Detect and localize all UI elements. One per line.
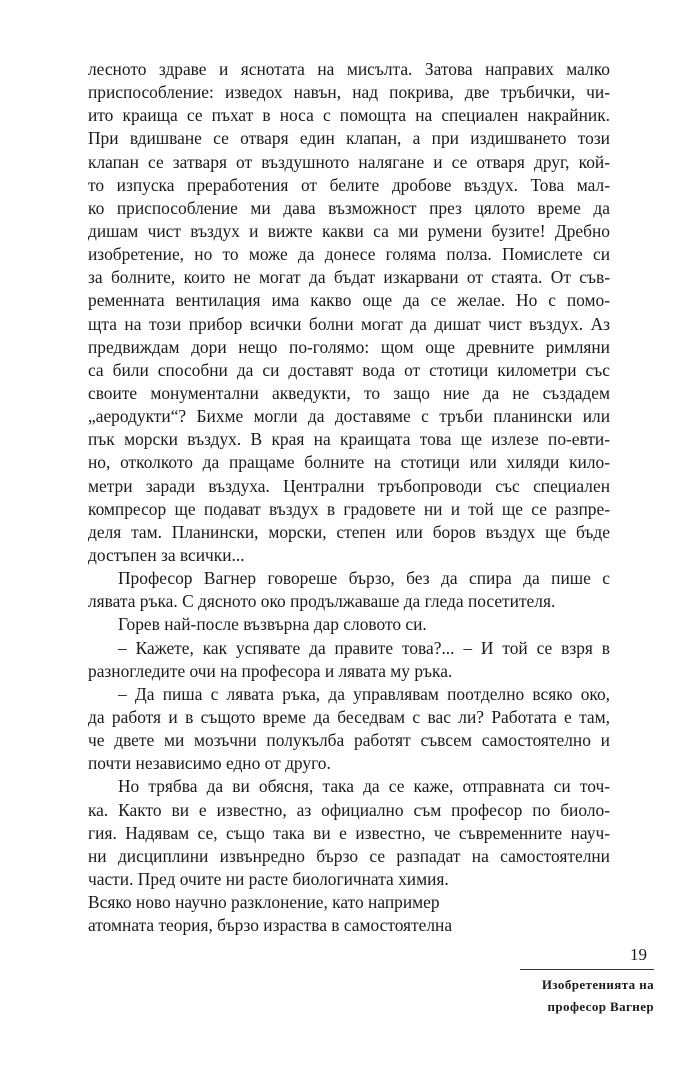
text-line: ни дисциплини извънредно бързо се разпадат на самостоятелни	[88, 845, 610, 866]
text-line: разногледите очи на професора и лявата му ръка.	[88, 660, 453, 681]
text-line: При вдишване се отваря един клапан, а при издишването този	[88, 128, 610, 149]
text-line: дишам чист въздух и вижте какви са ми румени бузите! Дребно	[88, 220, 610, 241]
text-line: щта на този прибор всички болни могат да дишат чист въздух. Аз	[88, 313, 610, 334]
text-line: лесното здраве и яснотата на мисълта. Затова направих малко	[88, 59, 610, 79]
running-header-line-1: Изобретенията на	[541, 977, 654, 992]
text-line: лявата ръка. С дясното око продължаваше да гледа посетителя.	[88, 591, 556, 612]
text-line: почти независимо едно от друго.	[88, 753, 331, 774]
text-line: достъпен за всички...	[88, 544, 245, 565]
text-line: – Кажете, как успявате да правите това?... – И той се взря в	[118, 637, 610, 658]
text-line: но, отколкото да пращаме болните на стотици или хиляди кило-	[88, 452, 610, 473]
text-line: – Да пиша с лявата ръка, да управлявам поотделно всяко око,	[118, 683, 610, 704]
page-number: 19	[630, 945, 647, 964]
text-line: компресор ще подават въздух в градовете ни и той ще се разпре-	[88, 498, 610, 519]
text-line: то изпуска преработения от белите дробове въздух. Това мал-	[88, 174, 610, 195]
running-header-line-2: професор Вагнер	[547, 999, 654, 1014]
text-line: „аеродукти“? Бихме могли да доставяме с тръби планински или	[88, 406, 610, 427]
text-line: ко приспособление ми дава възможност през цялото време да	[88, 197, 610, 218]
text-line: Професор Вагнер говореше бързо, без да спира да пише с	[118, 568, 610, 589]
text-line: да работя и в същото време да беседвам с вас ли? Работата е там,	[88, 706, 610, 727]
text-line: предвиждам дори нещо по-голямо: щом още древните римляни	[88, 336, 610, 357]
text-line: ито краища се пъхат в носа с помощта на специален накрайник.	[88, 105, 610, 126]
text-line: своите монументални акведукти, то защо ние да не създадем	[88, 382, 610, 403]
text-line: Горев най-после възвърна дар словото си.	[118, 614, 427, 635]
text-line: части. Пред очите ни расте биологичната химия.	[88, 868, 449, 889]
text-line: клапан се затваря от въздушното налягане и се отваря друг, кой-	[88, 151, 610, 172]
text-line: приспособление: изведох навън, над покрива, две тръбички, чи-	[88, 82, 610, 103]
text-line: изобретение, но то може да донесе голяма полза. Помислете си	[88, 244, 610, 265]
text-line: ременната вентилация има какво още да се желае. Но с помо-	[88, 290, 610, 311]
text-line: деля там. Планински, морски, степен или боров въздух ще бъде	[88, 521, 610, 542]
text-line: че двете ми мозъчни полукълба работят съвсем самостоятелно и	[88, 730, 610, 751]
text-line: ка. Както ви е известно, аз официално съм професор по биоло-	[88, 799, 610, 820]
text-line: метри заради въздуха. Централни тръбопроводи със специален	[88, 475, 610, 496]
text-line: са били способни да си доставят вода от стотици километри със	[88, 359, 610, 380]
body-text	[88, 58, 610, 937]
running-header	[520, 974, 654, 1018]
text-line: гия. Надявам се, също така ви е известно, че съвременните науч-	[88, 822, 610, 843]
running-header-rule	[520, 969, 654, 970]
text-line: атомната теория, бързо израства в самостоятелна	[88, 915, 453, 936]
text-line: за болните, които не могат да бъдат изкарвани от стаята. От съв-	[88, 267, 610, 288]
text-line: Но трябва да ви обясня, така да се каже, отправната си точ-	[118, 776, 610, 797]
text-line: Всяко ново научно разклонение, като например	[88, 892, 440, 913]
text-line: пък морски въздух. В края на краищата това ще излезе по-евти-	[88, 429, 610, 450]
